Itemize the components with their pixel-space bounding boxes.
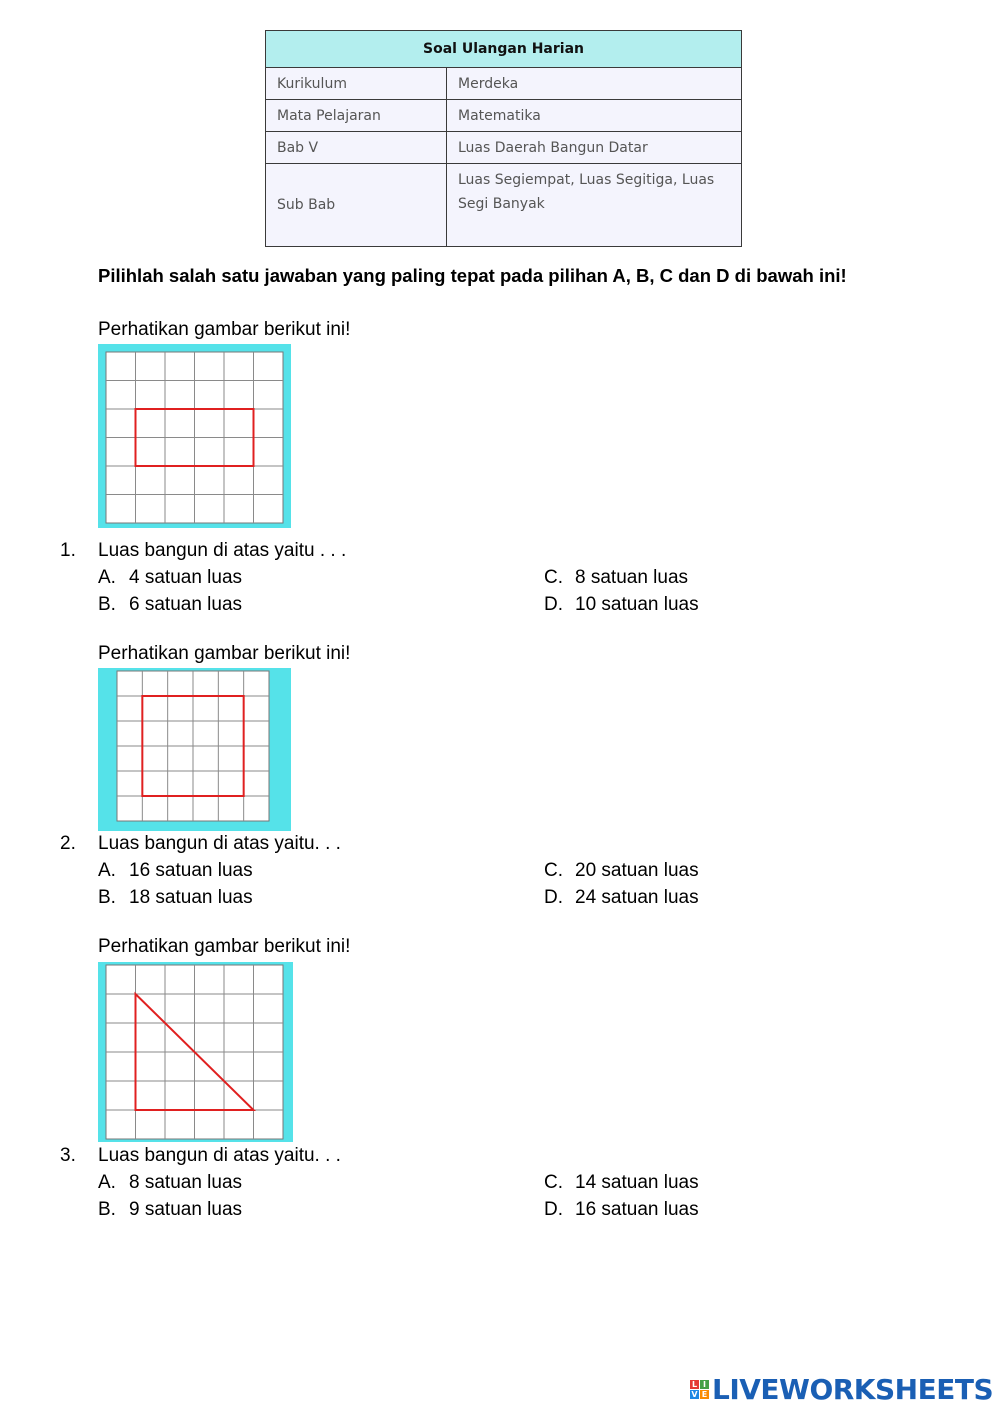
question-lead: Perhatikan gambar berikut ini! <box>98 319 351 340</box>
option-c-text: 14 satuan luas <box>575 1172 699 1193</box>
option-a[interactable]: A. 8 satuan luas <box>98 1172 243 1193</box>
table-row <box>266 132 742 164</box>
option-a-text: 8 satuan luas <box>129 1172 243 1193</box>
option-d-text: 16 satuan luas <box>575 1199 699 1220</box>
table-value: Luas Daerah Bangun Datar <box>447 132 742 164</box>
table-label: Sub Bab <box>266 164 447 247</box>
option-d[interactable]: D. 16 satuan luas <box>544 1199 699 1220</box>
table-value: Matematika <box>447 100 742 132</box>
table-value: Merdeka <box>447 68 742 100</box>
grid-figure <box>98 668 291 831</box>
table-label: Kurikulum <box>266 68 447 100</box>
option-c-text: 20 satuan luas <box>575 860 699 881</box>
option-d[interactable]: D. 10 satuan luas <box>544 594 699 615</box>
option-c-text: 8 satuan luas <box>575 567 689 588</box>
question-text: Luas bangun di atas yaitu. . . <box>98 1145 341 1166</box>
table-row <box>266 100 742 132</box>
option-b-text: 9 satuan luas <box>129 1199 243 1220</box>
option-d-text: 24 satuan luas <box>575 887 699 908</box>
table-title: Soal Ulangan Harian <box>266 31 742 68</box>
liveworksheets-logo[interactable] <box>690 1374 993 1404</box>
option-a[interactable]: A. 4 satuan luas <box>98 567 243 588</box>
question-lead: Perhatikan gambar berikut ini! <box>98 936 351 957</box>
question-number: 1. <box>60 540 76 561</box>
figure-square <box>98 668 291 831</box>
grid-figure <box>98 962 293 1142</box>
table-row <box>266 68 742 100</box>
table-value: Luas Segiempat, Luas Segitiga, Luas Segi Banyak <box>447 164 742 247</box>
figure-rectangle <box>98 344 291 528</box>
question-text: Luas bangun di atas yaitu. . . <box>98 833 341 854</box>
option-d-text: 10 satuan luas <box>575 594 699 615</box>
option-c[interactable]: C. 14 satuan luas <box>544 1172 699 1193</box>
option-a-text: 4 satuan luas <box>129 567 243 588</box>
option-a-text: 16 satuan luas <box>129 860 253 881</box>
figure-triangle <box>98 962 293 1142</box>
option-b-text: 6 satuan luas <box>129 594 243 615</box>
question-lead: Perhatikan gambar berikut ini! <box>98 643 351 664</box>
option-c[interactable]: C. 20 satuan luas <box>544 860 699 881</box>
info-table <box>265 30 742 247</box>
table-row <box>266 164 742 247</box>
instruction: Pilihlah salah satu jawaban yang paling tepat pada pilihan A, B, C dan D di bawah ini! <box>98 265 847 286</box>
option-b[interactable]: B. 18 satuan luas <box>98 887 253 908</box>
option-b[interactable]: B. 6 satuan luas <box>98 594 243 615</box>
logo-mark-icon: L I V E <box>691 1379 708 1399</box>
table-label: Bab V <box>266 132 447 164</box>
question-number: 3. <box>60 1145 76 1166</box>
logo-text: LIVEWORKSHEETS <box>712 1372 994 1406</box>
table-label: Mata Pelajaran <box>266 100 447 132</box>
option-d[interactable]: D. 24 satuan luas <box>544 887 699 908</box>
option-b[interactable]: B. 9 satuan luas <box>98 1199 243 1220</box>
question-number: 2. <box>60 833 76 854</box>
option-b-text: 18 satuan luas <box>129 887 253 908</box>
option-c[interactable]: C. 8 satuan luas <box>544 567 689 588</box>
option-a[interactable]: A. 16 satuan luas <box>98 860 253 881</box>
question-text: Luas bangun di atas yaitu . . . <box>98 540 347 561</box>
grid-figure <box>98 344 291 528</box>
